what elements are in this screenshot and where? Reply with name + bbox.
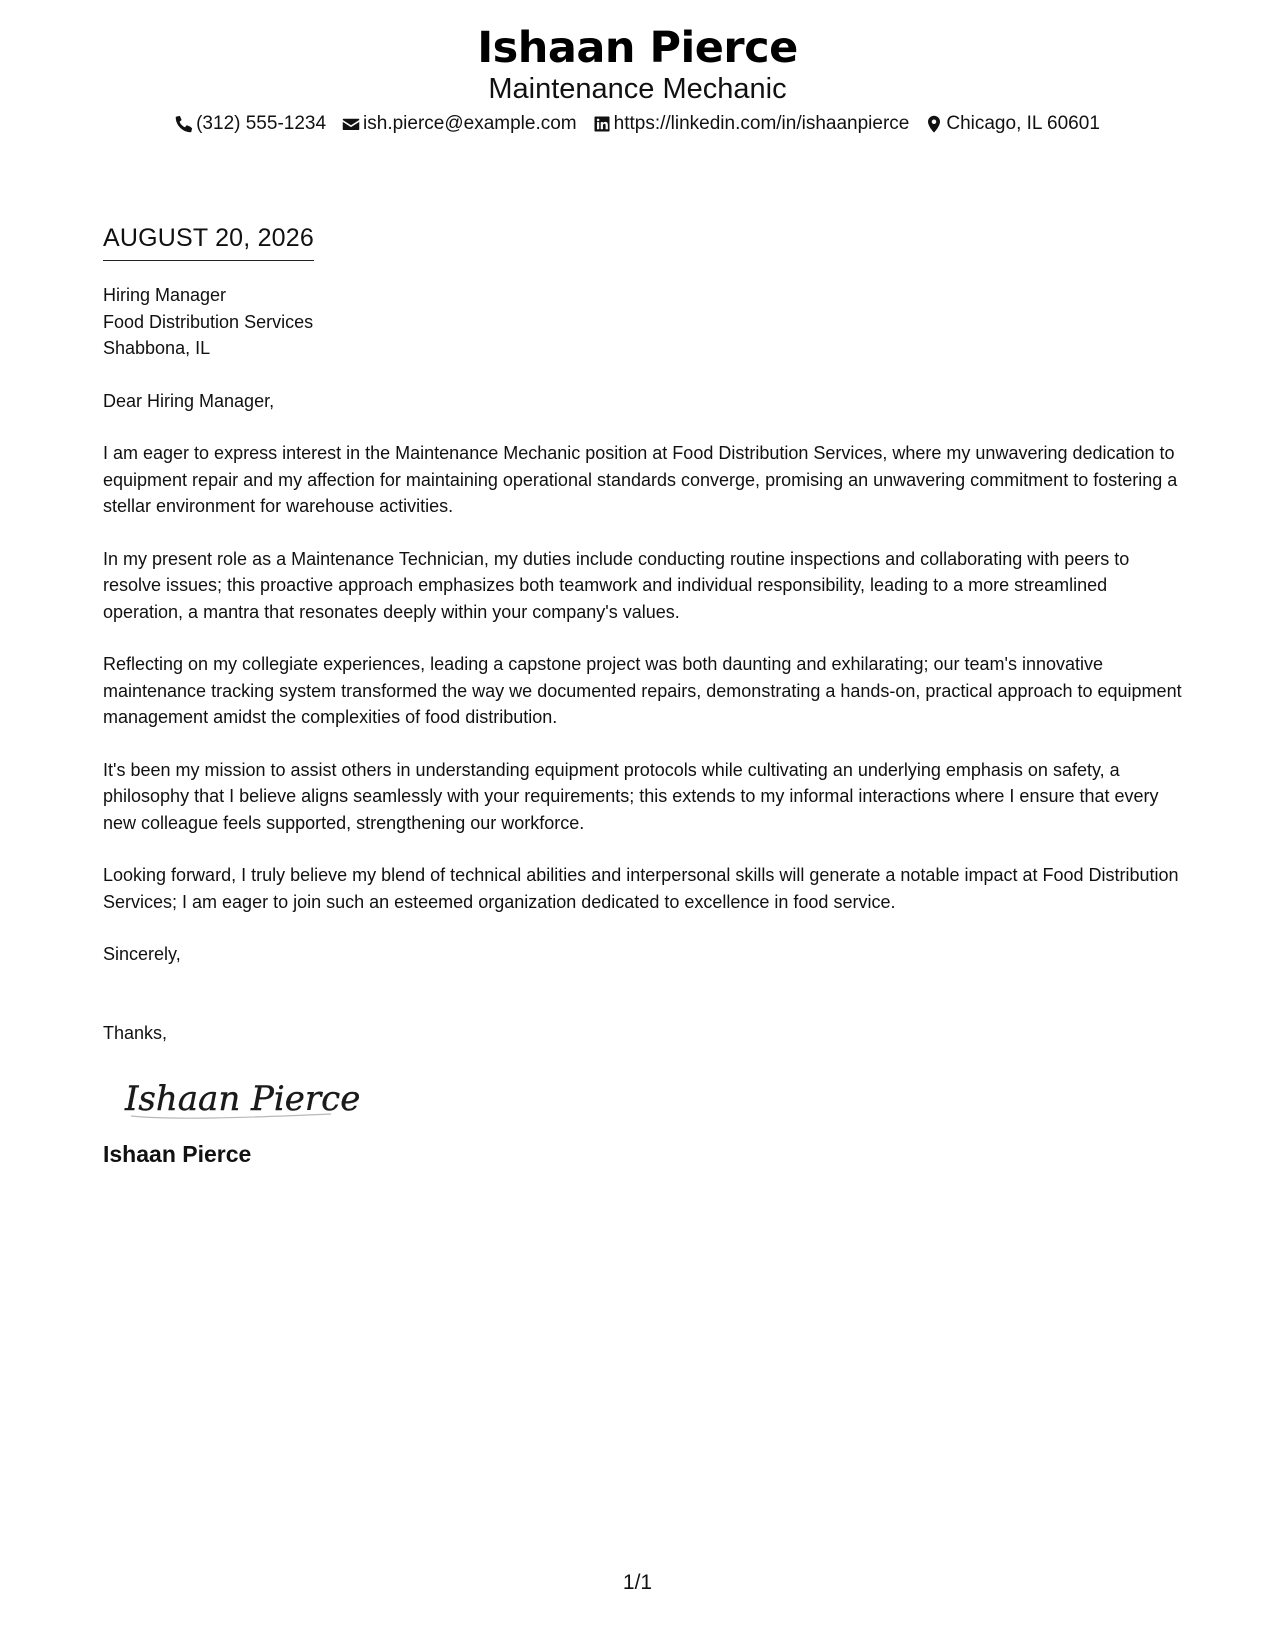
phone-icon <box>175 115 193 133</box>
map-pin-icon <box>925 115 943 133</box>
body-paragraph: Reflecting on my collegiate experiences, leading a capstone project was both daunting and exhilarating; our team's innovative maintenance tracking system transformed the way we documented repairs, demonstrating a hands-on, practical approach to equipment management amidst the complexities of food distribution. <box>103 654 1182 727</box>
job-title: Maintenance Mechanic <box>488 73 787 105</box>
recipient-block <box>103 282 1183 362</box>
handwritten-signature <box>121 1070 361 1126</box>
page-number: 1/1 <box>622 1571 653 1594</box>
body-paragraph: It's been my mission to assist others in understanding equipment protocols while cultivating an underlying emphasis on safety, a philosophy that I believe aligns seamlessly with your requirements; this extends to my informal interactions where I ensure that every new colleague feels supported, strengthening our workforce. <box>103 759 1159 833</box>
contact-email[interactable] <box>342 112 577 136</box>
thanks-line: Thanks, <box>103 1022 168 1043</box>
letter-body <box>103 282 1183 1168</box>
signer-name: Ishaan Pierce <box>103 1141 252 1167</box>
linkedin-icon <box>593 115 611 133</box>
body-paragraph: I am eager to express interest in the Maintenance Mechanic position at Food Distribution Services, where my unwavering dedication to equipment repair and my affection for maintaining operational standards converge, promising an unwavering commitment to fostering a stellar environment for warehouse activities. <box>103 443 1178 516</box>
recipient-line: Shabbona, IL <box>103 338 211 358</box>
signature-text: Ishaan Pierce <box>125 1079 361 1119</box>
letter-date: AUGUST 20, 2026 <box>103 222 314 261</box>
contact-bar <box>0 112 1275 136</box>
closing: Sincerely, <box>103 944 181 964</box>
salutation: Dear Hiring Manager, <box>103 390 275 411</box>
body-paragraph: In my present role as a Maintenance Technician, my duties include conducting routine inspections and collaborating with peers to resolve issues; this proactive approach emphasizes both teamwork and individual responsibility, leading to a more streamlined operation, a mantra that resonates deeply within your company's values. <box>103 548 1130 622</box>
contact-location <box>925 112 1100 136</box>
recipient-line: Hiring Manager <box>103 285 227 305</box>
phone-text: (312) 555-1234 <box>196 113 327 134</box>
recipient-line: Food Distribution Services <box>103 311 314 332</box>
location-text: Chicago, IL 60601 <box>946 113 1100 134</box>
envelope-icon <box>342 115 360 133</box>
signature-graphic <box>121 1070 361 1126</box>
linkedin-text: https://linkedin.com/in/ishaanpierce <box>613 113 910 134</box>
contact-linkedin[interactable] <box>593 112 910 136</box>
contact-phone[interactable] <box>175 112 326 136</box>
date-block <box>103 222 314 261</box>
applicant-name: Ishaan Pierce <box>477 23 798 73</box>
letter-header <box>0 22 1275 136</box>
body-paragraph: Looking forward, I truly believe my blend of technical abilities and interpersonal skills will generate a notable impact at Food Distribution Services; I am eager to join such an esteemed organization dedicated to excellence in food service. <box>103 865 1179 912</box>
email-text: ish.pierce@example.com <box>363 113 577 134</box>
